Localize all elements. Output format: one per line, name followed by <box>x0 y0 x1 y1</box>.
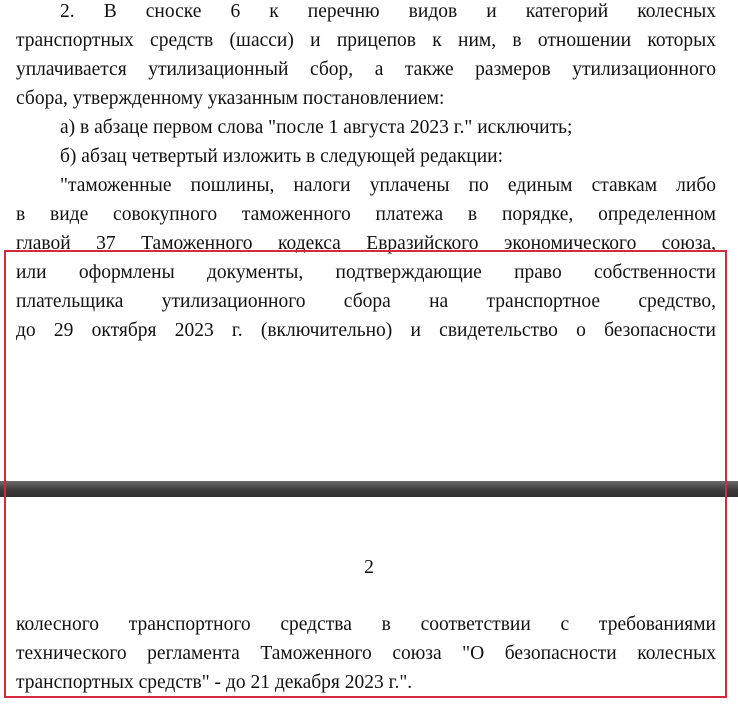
paragraph-line: в виде совокупного таможенного платежа в порядке, определенном <box>16 204 716 225</box>
page-number: 2 <box>364 557 374 578</box>
paragraph-line: "таможенные пошлины, налоги уплачены по единым ставкам либо <box>60 175 716 196</box>
paragraph-line: до 29 октября 2023 г. (включительно) и свидетельство о безопасности <box>16 320 716 341</box>
paragraph-line: уплачивается утилизационный сбор, а также размеров утилизационного <box>16 59 716 80</box>
paragraph-line: 2. В сноске 6 к перечню видов и категорий колесных <box>60 1 716 22</box>
paragraph-line: плательщика утилизационного сбора на транспортное средство, <box>16 291 716 312</box>
paragraph-line: сбора, утвержденному указанным постановлением: <box>16 88 445 109</box>
paragraph-line: а) в абзаце первом слова "после 1 августа 2023 г." исключить; <box>60 117 573 138</box>
paragraph-line: транспортных средств" - до 21 декабря 2023 г.". <box>16 672 413 693</box>
paragraph-line: технического регламента Таможенного союза "О безопасности колесных <box>16 643 716 664</box>
paragraph-line: транспортных средств (шасси) и прицепов к ним, в отношении которых <box>16 30 716 51</box>
paragraph-line: колесного транспортного средства в соответствии с требованиями <box>16 614 716 635</box>
paragraph-line: или оформлены документы, подтверждающие право собственности <box>16 262 716 283</box>
paragraph-line: главой 37 Таможенного кодекса Евразийского экономического союза, <box>16 233 716 254</box>
paragraph-line: б) абзац четвертый изложить в следующей редакции: <box>60 146 504 167</box>
page-divider <box>0 481 738 497</box>
